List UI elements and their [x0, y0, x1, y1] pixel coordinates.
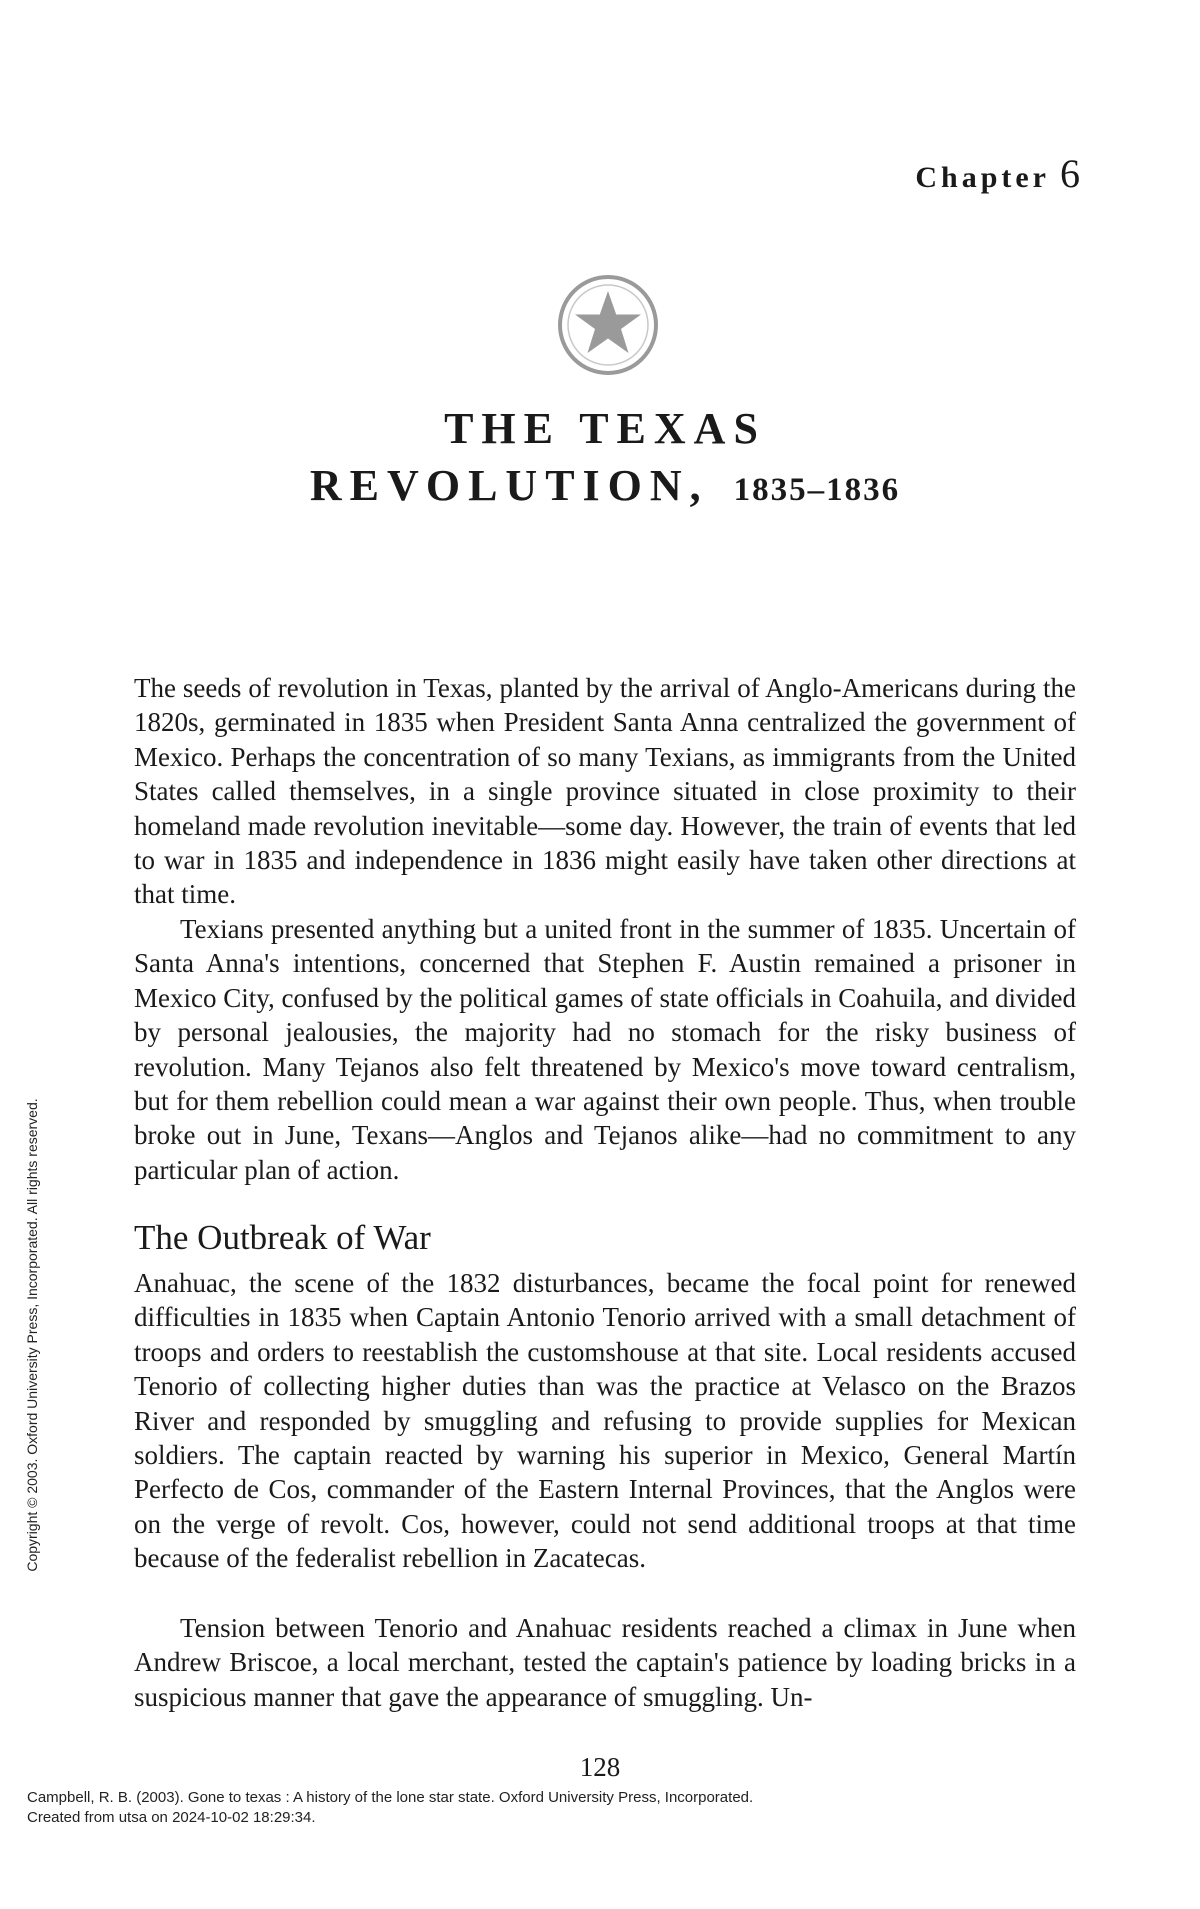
body-paragraph-2 — [134, 912, 1076, 1187]
title-line-2 — [0, 457, 1200, 514]
title-dates: 1835–1836 — [733, 472, 901, 509]
body-paragraph-1 — [134, 671, 1076, 912]
star-circle-icon — [556, 273, 660, 377]
chapter-word: Chapter — [915, 161, 1050, 194]
copyright-notice: Copyright © 2003. Oxford University Press, Incorporated. All rights reserved. — [24, 1098, 40, 1572]
chapter-title — [0, 400, 1200, 514]
title-revolution: REVOLUTION, — [309, 461, 709, 511]
paragraph-text: The seeds of revolution in Texas, planted by the arrival of Anglo-Americans during the 1820s, germinated in 1835 when President Santa Anna centralized the government of Mexico. Perhaps the concentration of so many Texians, as immigrants from the United States called themselves, in a single province situated in close proximity to their homeland made revolution inevitable—some day. However, the train of events that led to war in 1835 and independence in 1836 might easily have taken other directions at that time. — [134, 673, 1076, 910]
citation — [27, 1788, 753, 1828]
chapter-label — [880, 150, 1080, 197]
citation-line-2: Created from utsa on 2024-10-02 18:29:34. — [27, 1809, 316, 1826]
paragraph-text: Texians presented anything but a united front in the summer of 1835. Uncertain of Santa Anna's intentions, concerned that Stephen F. Austin remained a prisoner in Mexico City, confused by the political games of state officials in Coahuila, and divided by personal jealousies, the majority had no stomach for the risky business of revolution. Many Tejanos also felt threatened by Mexico's move toward centralism, but for them rebellion could mean a war against their own people. Thus, when trouble broke out in June, Texans—Anglos and Tejanos alike—had no commitment to any particular plan of action. — [134, 914, 1076, 1185]
section-heading: The Outbreak of War — [134, 1218, 431, 1257]
paragraph-text: Anahuac, the scene of the 1832 disturbances, became the focal point for renewed difficulties in 1835 when Captain Antonio Tenorio arrived with a small detachment of troops and orders to reestablish the customshouse at that site. Local residents accused Tenorio of collecting higher duties than was the practice at Velasco on the Brazos River and responded by smuggling and refusing to provide supplies for Mexican soldiers. The captain reacted by warning his superior in Mexico, General Martín Perfecto de Cos, commander of the Eastern Internal Provinces, that the Anglos were on the verge of revolt. Cos, however, could not send additional troops at that time because of the federalist rebellion in Zacatecas. — [134, 1268, 1076, 1574]
title-line-1: THE TEXAS — [444, 404, 766, 453]
body-paragraph-4 — [134, 1611, 1076, 1714]
paragraph-text: Tension between Tenorio and Anahuac residents reached a climax in June when Andrew Briscoe, a local merchant, tested the captain's patience by loading bricks in a suspicious manner that gave the appearance of smuggling. Un- — [134, 1613, 1076, 1712]
body-paragraph-3 — [134, 1266, 1076, 1576]
chapter-number: 6 — [1060, 151, 1080, 196]
citation-line-1: Campbell, R. B. (2003). Gone to texas : A history of the lone star state. Oxford University Press, Incorporated. — [27, 1789, 754, 1806]
page-number: 128 — [579, 1752, 621, 1782]
